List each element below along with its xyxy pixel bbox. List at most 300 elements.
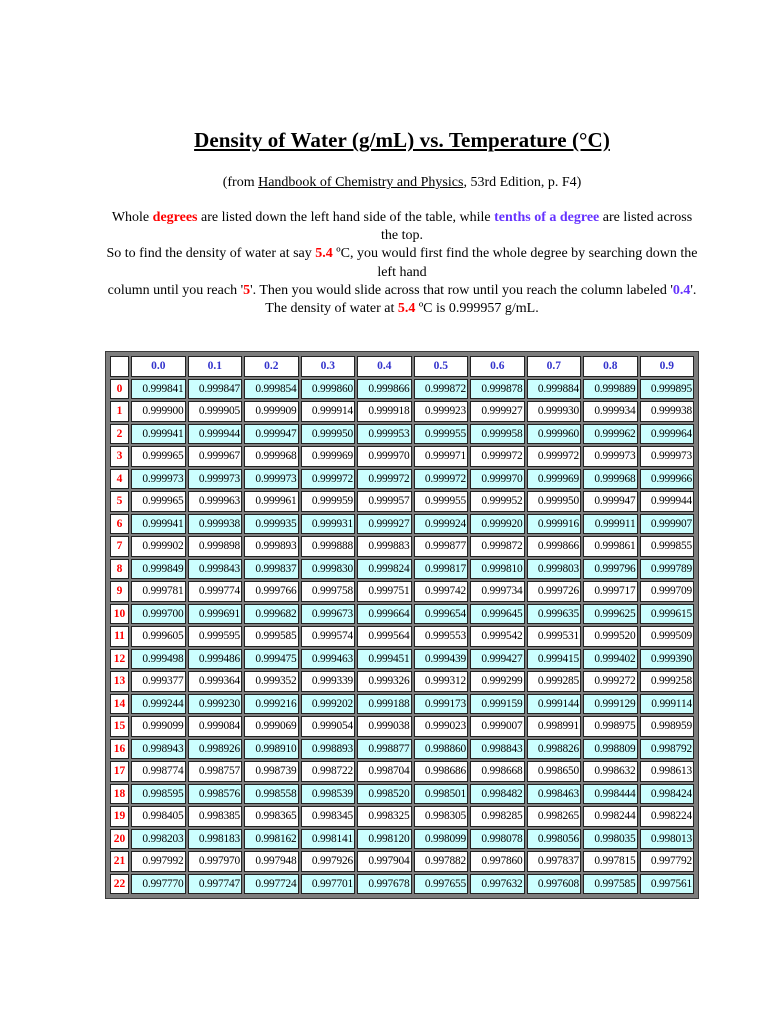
row-header-degree: 22 xyxy=(110,874,129,895)
density-cell: 0.999961 xyxy=(244,491,299,512)
density-cell: 0.999230 xyxy=(188,694,243,715)
column-header: 0.1 xyxy=(188,356,243,377)
density-cell: 0.998877 xyxy=(357,739,412,760)
density-cell: 0.998650 xyxy=(527,761,582,782)
row-header-degree: 3 xyxy=(110,446,129,467)
instr-text: ºC is 0.999957 g/mL. xyxy=(415,301,539,317)
density-table-frame xyxy=(105,351,699,899)
density-cell: 0.998595 xyxy=(131,784,186,805)
density-cell: 0.999682 xyxy=(244,604,299,625)
density-cell: 0.999542 xyxy=(470,626,525,647)
density-cell: 0.998613 xyxy=(640,761,695,782)
density-cell: 0.999734 xyxy=(470,581,525,602)
density-cell: 0.999973 xyxy=(640,446,695,467)
density-cell: 0.999585 xyxy=(244,626,299,647)
instr-text: The density of water at xyxy=(265,301,398,317)
density-cell: 0.999938 xyxy=(640,401,695,422)
density-cell: 0.998501 xyxy=(414,784,469,805)
density-cell: 0.999486 xyxy=(188,649,243,670)
density-cell: 0.999962 xyxy=(583,424,638,445)
density-cell: 0.999498 xyxy=(131,649,186,670)
row-header-degree: 8 xyxy=(110,559,129,580)
density-cell: 0.999866 xyxy=(527,536,582,557)
density-cell: 0.998183 xyxy=(188,829,243,850)
row-header-degree: 4 xyxy=(110,469,129,490)
density-cell: 0.999934 xyxy=(583,401,638,422)
density-cell: 0.999796 xyxy=(583,559,638,580)
column-header: 0.0 xyxy=(131,356,186,377)
table-row xyxy=(110,806,694,827)
density-cell: 0.999717 xyxy=(583,581,638,602)
density-cell: 0.998345 xyxy=(301,806,356,827)
row-header-degree: 9 xyxy=(110,581,129,602)
density-cell: 0.999635 xyxy=(527,604,582,625)
column-header: 0.4 xyxy=(357,356,412,377)
instr-tenths-highlight: tenths of a degree xyxy=(494,210,600,225)
row-header-degree: 17 xyxy=(110,761,129,782)
page-title: Density of Water (g/mL) vs. Temperature (°C) xyxy=(194,128,610,152)
density-cell: 0.998910 xyxy=(244,739,299,760)
density-cell: 0.999972 xyxy=(527,446,582,467)
density-cell: 0.999953 xyxy=(357,424,412,445)
density-cell: 0.999878 xyxy=(470,379,525,400)
density-cell: 0.998757 xyxy=(188,761,243,782)
density-cell: 0.999625 xyxy=(583,604,638,625)
row-header-degree: 6 xyxy=(110,514,129,535)
density-cell: 0.999893 xyxy=(244,536,299,557)
density-cell: 0.999967 xyxy=(188,446,243,467)
density-cell: 0.999972 xyxy=(470,446,525,467)
density-cell: 0.997770 xyxy=(131,874,186,895)
density-cell: 0.998203 xyxy=(131,829,186,850)
density-cell: 0.999918 xyxy=(357,401,412,422)
row-header-degree: 5 xyxy=(110,491,129,512)
density-cell: 0.999339 xyxy=(301,671,356,692)
density-cell: 0.999427 xyxy=(470,649,525,670)
instr-text: are listed across the top. xyxy=(381,210,693,244)
density-cell: 0.997678 xyxy=(357,874,412,895)
row-header-degree: 10 xyxy=(110,604,129,625)
density-cell: 0.997585 xyxy=(583,874,638,895)
density-cell: 0.999884 xyxy=(527,379,582,400)
density-cell: 0.997948 xyxy=(244,851,299,872)
density-cell: 0.999971 xyxy=(414,446,469,467)
instr-text: So to find the density of water at say xyxy=(106,246,316,262)
density-cell: 0.998926 xyxy=(188,739,243,760)
density-cell: 0.999927 xyxy=(357,514,412,535)
density-cell: 0.999889 xyxy=(583,379,638,400)
density-cell: 0.998843 xyxy=(470,739,525,760)
density-cell: 0.999941 xyxy=(131,424,186,445)
density-cell: 0.998141 xyxy=(301,829,356,850)
density-cell: 0.998444 xyxy=(583,784,638,805)
density-cell: 0.999439 xyxy=(414,649,469,670)
density-cell: 0.999509 xyxy=(640,626,695,647)
density-cell: 0.999144 xyxy=(527,694,582,715)
density-cell: 0.999923 xyxy=(414,401,469,422)
density-cell: 0.999258 xyxy=(640,671,695,692)
density-cell: 0.999907 xyxy=(640,514,695,535)
table-row xyxy=(110,626,694,647)
density-cell: 0.999766 xyxy=(244,581,299,602)
density-cell: 0.999973 xyxy=(583,446,638,467)
density-cell: 0.999531 xyxy=(527,626,582,647)
density-cell: 0.997701 xyxy=(301,874,356,895)
density-cell: 0.998120 xyxy=(357,829,412,850)
density-cell: 0.999084 xyxy=(188,716,243,737)
density-cell: 0.999520 xyxy=(583,626,638,647)
density-cell: 0.998365 xyxy=(244,806,299,827)
density-cell: 0.997837 xyxy=(527,851,582,872)
table-row xyxy=(110,559,694,580)
density-cell: 0.998558 xyxy=(244,784,299,805)
instr-example-temp: 5.4 xyxy=(397,301,416,317)
density-cell: 0.999861 xyxy=(583,536,638,557)
density-cell: 0.998424 xyxy=(640,784,695,805)
density-cell: 0.998539 xyxy=(301,784,356,805)
density-cell: 0.999973 xyxy=(131,469,186,490)
density-cell: 0.999574 xyxy=(301,626,356,647)
density-cell: 0.999973 xyxy=(188,469,243,490)
density-cell: 0.999377 xyxy=(131,671,186,692)
density-cell: 0.999924 xyxy=(414,514,469,535)
density-cell: 0.999553 xyxy=(414,626,469,647)
density-cell: 0.999909 xyxy=(244,401,299,422)
density-cell: 0.999774 xyxy=(188,581,243,602)
density-cell: 0.997724 xyxy=(244,874,299,895)
table-row xyxy=(110,424,694,445)
density-cell: 0.997608 xyxy=(527,874,582,895)
density-cell: 0.999969 xyxy=(527,469,582,490)
density-cell: 0.999947 xyxy=(583,491,638,512)
density-cell: 0.997815 xyxy=(583,851,638,872)
density-cell: 0.998959 xyxy=(640,716,695,737)
table-row xyxy=(110,716,694,737)
table-row xyxy=(110,446,694,467)
row-header-degree: 12 xyxy=(110,649,129,670)
density-cell: 0.999931 xyxy=(301,514,356,535)
density-cell: 0.999023 xyxy=(414,716,469,737)
density-cell: 0.999837 xyxy=(244,559,299,580)
density-cell: 0.999966 xyxy=(640,469,695,490)
density-cell: 0.999615 xyxy=(640,604,695,625)
density-cell: 0.998056 xyxy=(527,829,582,850)
density-cell: 0.999927 xyxy=(470,401,525,422)
density-cell: 0.999595 xyxy=(188,626,243,647)
density-cell: 0.999007 xyxy=(470,716,525,737)
density-cell: 0.999758 xyxy=(301,581,356,602)
density-cell: 0.998632 xyxy=(583,761,638,782)
table-corner-cell xyxy=(110,356,129,377)
source-citation xyxy=(0,175,768,191)
density-cell: 0.999726 xyxy=(527,581,582,602)
density-cell: 0.997655 xyxy=(414,874,469,895)
density-cell: 0.999963 xyxy=(188,491,243,512)
density-cell: 0.998686 xyxy=(414,761,469,782)
density-cell: 0.999742 xyxy=(414,581,469,602)
density-cell: 0.999402 xyxy=(583,649,638,670)
density-cell: 0.999673 xyxy=(301,604,356,625)
density-cell: 0.999700 xyxy=(131,604,186,625)
density-cell: 0.999950 xyxy=(301,424,356,445)
density-cell: 0.998809 xyxy=(583,739,638,760)
density-cell: 0.998739 xyxy=(244,761,299,782)
instr-text: ºC, you would first find the whole degree by searching down the left hand xyxy=(332,246,698,280)
density-cell: 0.999847 xyxy=(188,379,243,400)
density-cell: 0.998305 xyxy=(414,806,469,827)
density-cell: 0.999914 xyxy=(301,401,356,422)
density-cell: 0.999645 xyxy=(470,604,525,625)
source-prefix: (from xyxy=(222,175,259,190)
density-cell: 0.999866 xyxy=(357,379,412,400)
density-cell: 0.999069 xyxy=(244,716,299,737)
table-row xyxy=(110,581,694,602)
table-row xyxy=(110,401,694,422)
source-suffix: , 53rd Edition, p. F4) xyxy=(463,175,582,190)
density-cell: 0.999188 xyxy=(357,694,412,715)
density-cell: 0.998285 xyxy=(470,806,525,827)
density-cell: 0.998265 xyxy=(527,806,582,827)
density-cell: 0.999810 xyxy=(470,559,525,580)
density-cell: 0.999905 xyxy=(188,401,243,422)
density-cell: 0.999709 xyxy=(640,581,695,602)
density-cell: 0.998975 xyxy=(583,716,638,737)
density-cell: 0.999854 xyxy=(244,379,299,400)
density-cell: 0.999843 xyxy=(188,559,243,580)
density-cell: 0.999054 xyxy=(301,716,356,737)
instr-text: column until you reach ' xyxy=(107,282,244,298)
density-cell: 0.999216 xyxy=(244,694,299,715)
row-header-degree: 0 xyxy=(110,379,129,400)
density-cell: 0.999947 xyxy=(244,424,299,445)
density-cell: 0.999855 xyxy=(640,536,695,557)
density-cell: 0.999114 xyxy=(640,694,695,715)
density-cell: 0.998463 xyxy=(527,784,582,805)
column-header: 0.8 xyxy=(583,356,638,377)
density-cell: 0.999916 xyxy=(527,514,582,535)
density-cell: 0.998774 xyxy=(131,761,186,782)
density-cell: 0.999605 xyxy=(131,626,186,647)
density-cell: 0.998405 xyxy=(131,806,186,827)
table-row xyxy=(110,761,694,782)
density-cell: 0.997632 xyxy=(470,874,525,895)
source-book-link: Handbook of Chemistry and Physics xyxy=(258,175,464,190)
density-cell: 0.999872 xyxy=(414,379,469,400)
density-cell: 0.999895 xyxy=(640,379,695,400)
density-cell: 0.998099 xyxy=(414,829,469,850)
table-row xyxy=(110,739,694,760)
row-header-degree: 18 xyxy=(110,784,129,805)
row-header-degree: 21 xyxy=(110,851,129,872)
column-header: 0.6 xyxy=(470,356,525,377)
density-cell: 0.999973 xyxy=(244,469,299,490)
density-cell: 0.999955 xyxy=(414,424,469,445)
row-header-degree: 7 xyxy=(110,536,129,557)
density-cell: 0.999938 xyxy=(188,514,243,535)
density-cell: 0.999781 xyxy=(131,581,186,602)
instr-text: Whole xyxy=(111,210,153,225)
density-cell: 0.998860 xyxy=(414,739,469,760)
density-cell: 0.997970 xyxy=(188,851,243,872)
instr-text: '. Then you would slide across that row until you reach the column labeled ' xyxy=(250,282,673,298)
density-cell: 0.999299 xyxy=(470,671,525,692)
density-cell: 0.999972 xyxy=(414,469,469,490)
table-row xyxy=(110,514,694,535)
density-cell: 0.999872 xyxy=(470,536,525,557)
density-cell: 0.997792 xyxy=(640,851,695,872)
column-header: 0.7 xyxy=(527,356,582,377)
density-cell: 0.997992 xyxy=(131,851,186,872)
density-cell: 0.999950 xyxy=(527,491,582,512)
density-cell: 0.998943 xyxy=(131,739,186,760)
instr-degrees-highlight: degrees xyxy=(152,210,198,225)
density-cell: 0.997747 xyxy=(188,874,243,895)
density-cell: 0.999691 xyxy=(188,604,243,625)
density-cell: 0.999888 xyxy=(301,536,356,557)
density-cell: 0.999664 xyxy=(357,604,412,625)
density-cell: 0.999789 xyxy=(640,559,695,580)
density-cell: 0.999202 xyxy=(301,694,356,715)
density-cell: 0.998078 xyxy=(470,829,525,850)
density-cell: 0.999860 xyxy=(301,379,356,400)
row-header-degree: 16 xyxy=(110,739,129,760)
table-row xyxy=(110,649,694,670)
table-row xyxy=(110,874,694,895)
table-row xyxy=(110,604,694,625)
row-header-degree: 19 xyxy=(110,806,129,827)
density-cell: 0.999159 xyxy=(470,694,525,715)
density-cell: 0.999475 xyxy=(244,649,299,670)
table-row xyxy=(110,694,694,715)
instr-text: are listed down the left hand side of the table, while xyxy=(197,210,495,225)
density-cell: 0.999390 xyxy=(640,649,695,670)
density-cell: 0.999803 xyxy=(527,559,582,580)
density-cell: 0.999955 xyxy=(414,491,469,512)
column-header: 0.3 xyxy=(301,356,356,377)
density-cell: 0.999285 xyxy=(527,671,582,692)
density-cell: 0.999959 xyxy=(301,491,356,512)
density-cell: 0.999968 xyxy=(244,446,299,467)
density-cell: 0.998722 xyxy=(301,761,356,782)
density-cell: 0.999964 xyxy=(640,424,695,445)
density-cell: 0.999972 xyxy=(301,469,356,490)
density-cell: 0.999463 xyxy=(301,649,356,670)
density-cell: 0.999960 xyxy=(527,424,582,445)
table-row xyxy=(110,469,694,490)
row-header-degree: 15 xyxy=(110,716,129,737)
density-cell: 0.999965 xyxy=(131,491,186,512)
density-cell: 0.999970 xyxy=(470,469,525,490)
density-cell: 0.999900 xyxy=(131,401,186,422)
density-cell: 0.999944 xyxy=(188,424,243,445)
table-row xyxy=(110,671,694,692)
density-cell: 0.999272 xyxy=(583,671,638,692)
density-cell: 0.999944 xyxy=(640,491,695,512)
density-cell: 0.998991 xyxy=(527,716,582,737)
column-header: 0.5 xyxy=(414,356,469,377)
density-cell: 0.999902 xyxy=(131,536,186,557)
density-cell: 0.999830 xyxy=(301,559,356,580)
density-cell: 0.998224 xyxy=(640,806,695,827)
density-cell: 0.999326 xyxy=(357,671,412,692)
density-cell: 0.999935 xyxy=(244,514,299,535)
density-cell: 0.999824 xyxy=(357,559,412,580)
density-table xyxy=(108,354,696,896)
density-cell: 0.999841 xyxy=(131,379,186,400)
density-cell: 0.998482 xyxy=(470,784,525,805)
density-cell: 0.999751 xyxy=(357,581,412,602)
density-cell: 0.999352 xyxy=(244,671,299,692)
density-cell: 0.999244 xyxy=(131,694,186,715)
instr-text: '. xyxy=(690,282,697,298)
density-cell: 0.999957 xyxy=(357,491,412,512)
density-cell: 0.999898 xyxy=(188,536,243,557)
density-cell: 0.999849 xyxy=(131,559,186,580)
density-cell: 0.999911 xyxy=(583,514,638,535)
table-body xyxy=(110,379,694,895)
density-cell: 0.999958 xyxy=(470,424,525,445)
density-cell: 0.999972 xyxy=(357,469,412,490)
density-cell: 0.999451 xyxy=(357,649,412,670)
row-header-degree: 1 xyxy=(110,401,129,422)
density-cell: 0.997561 xyxy=(640,874,695,895)
density-cell: 0.997926 xyxy=(301,851,356,872)
density-cell: 0.998704 xyxy=(357,761,412,782)
density-cell: 0.999930 xyxy=(527,401,582,422)
row-header-degree: 14 xyxy=(110,694,129,715)
row-header-degree: 13 xyxy=(110,671,129,692)
density-cell: 0.998325 xyxy=(357,806,412,827)
density-cell: 0.999173 xyxy=(414,694,469,715)
column-header: 0.9 xyxy=(640,356,695,377)
column-header: 0.2 xyxy=(244,356,299,377)
density-cell: 0.999817 xyxy=(414,559,469,580)
density-cell: 0.999968 xyxy=(583,469,638,490)
table-row xyxy=(110,379,694,400)
table-header-row xyxy=(110,356,694,377)
table-row xyxy=(110,784,694,805)
density-cell: 0.999038 xyxy=(357,716,412,737)
instr-example-temp: 5.4 xyxy=(315,246,333,262)
row-header-degree: 2 xyxy=(110,424,129,445)
density-cell: 0.999099 xyxy=(131,716,186,737)
density-cell: 0.998162 xyxy=(244,829,299,850)
density-cell: 0.999969 xyxy=(301,446,356,467)
density-cell: 0.999920 xyxy=(470,514,525,535)
table-row xyxy=(110,829,694,850)
density-cell: 0.999415 xyxy=(527,649,582,670)
density-cell: 0.997882 xyxy=(414,851,469,872)
density-cell: 0.998035 xyxy=(583,829,638,850)
density-cell: 0.999965 xyxy=(131,446,186,467)
row-header-degree: 20 xyxy=(110,829,129,850)
density-cell: 0.998792 xyxy=(640,739,695,760)
density-cell: 0.998244 xyxy=(583,806,638,827)
table-row xyxy=(110,536,694,557)
density-cell: 0.998576 xyxy=(188,784,243,805)
density-cell: 0.999564 xyxy=(357,626,412,647)
instructions xyxy=(106,209,698,318)
density-cell: 0.997860 xyxy=(470,851,525,872)
density-cell: 0.999129 xyxy=(583,694,638,715)
density-cell: 0.999877 xyxy=(414,536,469,557)
instr-row-highlight: 5 xyxy=(243,282,251,298)
density-cell: 0.999654 xyxy=(414,604,469,625)
density-cell: 0.998385 xyxy=(188,806,243,827)
density-cell: 0.999364 xyxy=(188,671,243,692)
instr-column-highlight: 0.4 xyxy=(672,282,691,298)
density-cell: 0.998013 xyxy=(640,829,695,850)
